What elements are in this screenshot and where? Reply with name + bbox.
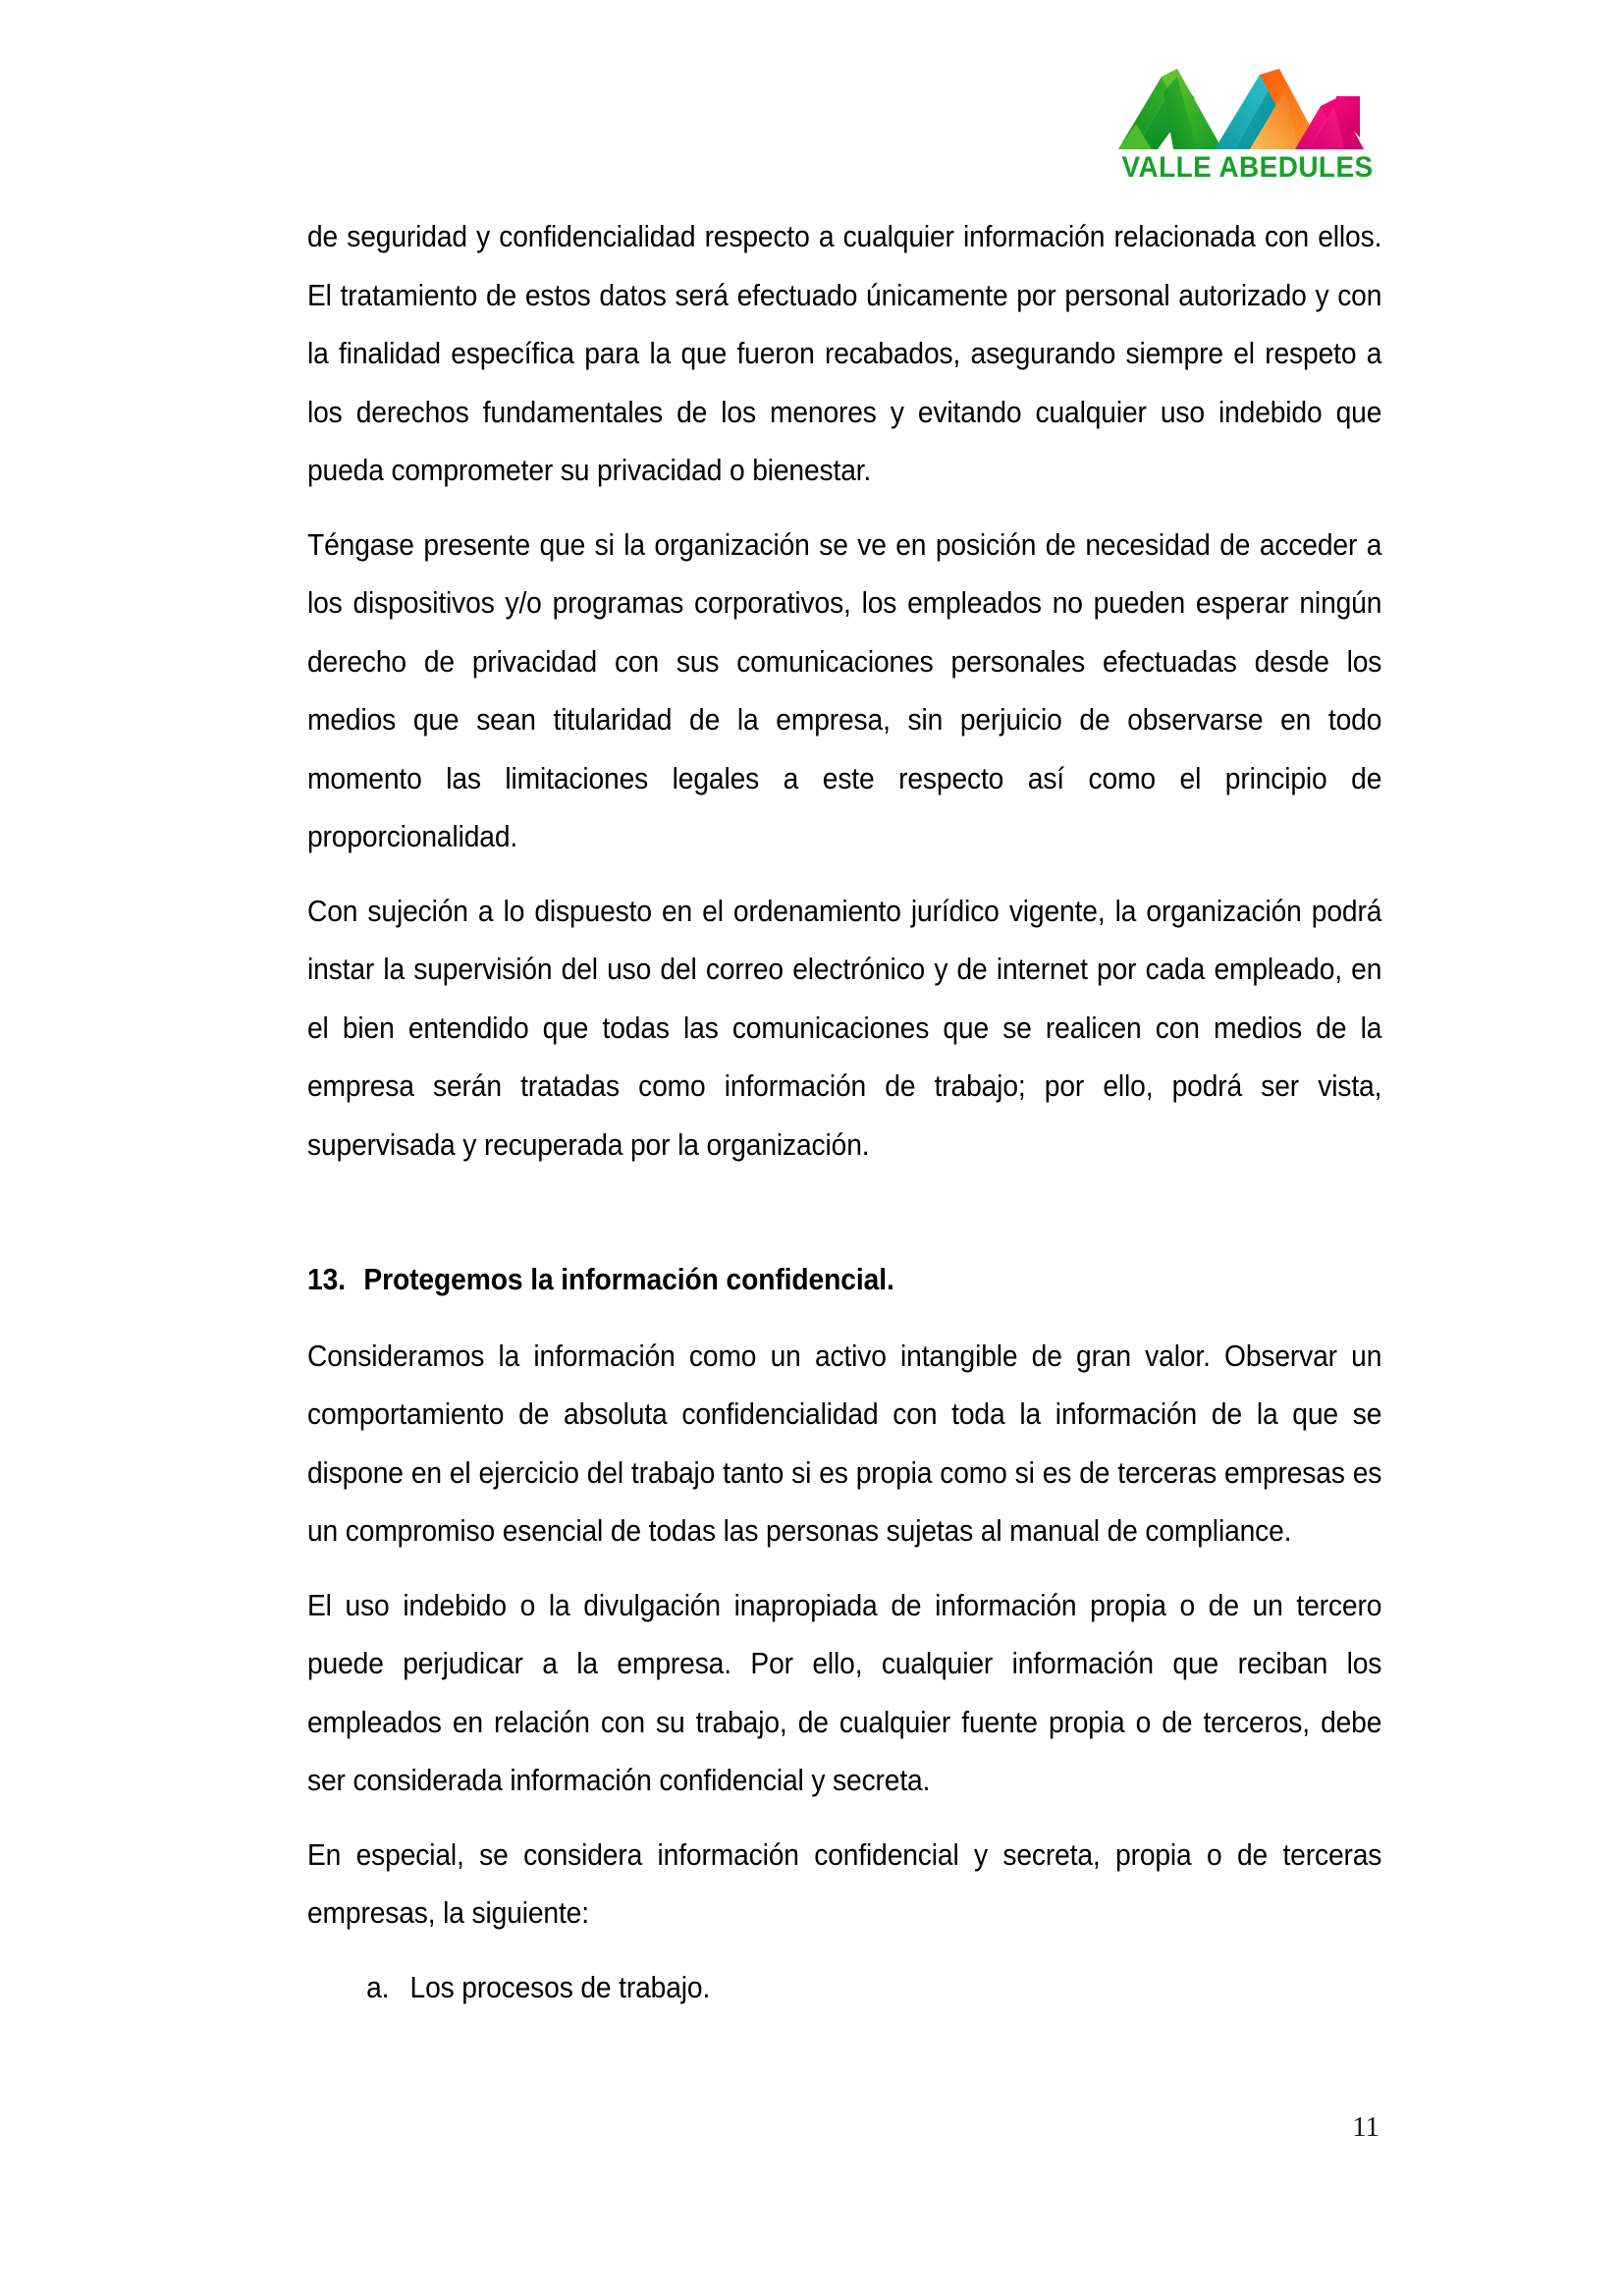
paragraph-en-especial: En especial, se considera información confidencial y secreta, propia o de terceras empresas, la siguiente:	[307, 1837, 1382, 1930]
paragraph-tengase-presente: Téngase presente que si la organización se ve en posición de necesidad de acceder a los dispositivos y/o programas corporativos, los empleados no pueden esperar ningún derecho de privacidad con sus comunicaciones personales efectuadas desde los medios que sean titularidad de la empresa, sin perjuicio de observarse en todo momento las limitaciones legales a este respecto así como el principio de proporcionalidad.	[307, 527, 1382, 853]
section-heading-text: Protegemos la información confidencial.	[363, 1263, 894, 1296]
mountain-peaks-logo-icon	[1112, 47, 1380, 155]
list-item-text: Los procesos de trabajo.	[409, 1970, 711, 2004]
logo-wordmark: VALLE ABEDULES	[1121, 151, 1374, 184]
heading-spacer	[307, 1310, 1380, 1328]
page-footer	[0, 2109, 1623, 2296]
list-item-marker: a.	[366, 1970, 390, 2004]
paragraph-seguridad-confidencialidad: de seguridad y confidencialidad respecto a cualquier información relacionada con ellos. El tratamiento de estos datos será efectuado únicamente por personal autorizado y con la finalidad específica para la que fueron recabados, asegurando siempre el respeto a los derechos fundamentales de los menores y evitando cualquier uso indebido que pueda comprometer su privacidad o bienestar.	[307, 220, 1382, 487]
paragraph-uso-indebido: El uso indebido o la divulgación inapropiada de información propia o de un tercero puede perjudicar a la empresa. Por ello, cualquier información que reciban los empleados en relación con su trabajo, de cualquier fuente propia o de terceros, debe ser considerada información confidencial y secreta.	[307, 1588, 1382, 1797]
section-heading-number: 13.	[307, 1263, 346, 1296]
valle-abedules-logo	[1112, 47, 1380, 196]
section-spacer	[307, 1190, 1380, 1251]
page-number: 11	[1352, 2111, 1380, 2143]
list-item-a-procesos-trabajo	[307, 1959, 1440, 2018]
paragraph-consideramos-informacion: Consideramos la información como un activo intangible de gran valor. Observar un comportamiento de absoluta confidencialidad con toda la información de la que se dispone en el ejercicio del trabajo tanto si es propia como si es de terceras empresas es un compromiso esencial de todas las personas sujetas al manual de compliance.	[307, 1339, 1382, 1548]
paragraph-con-sujecion: Con sujeción a lo dispuesto en el ordenamiento jurídico vigente, la organización podrá instar la supervisión del uso del correo electrónico y de internet por cada empleado, en el bien entendido que todas las comunicaciones que se realicen con medios de la empresa serán tratadas como información de trabajo; por ello, podrá ser vista, supervisada y recuperada por la organización.	[307, 894, 1382, 1162]
document-body	[307, 208, 1380, 2017]
section-heading-13	[307, 1251, 1381, 1310]
page-header	[0, 0, 1623, 211]
